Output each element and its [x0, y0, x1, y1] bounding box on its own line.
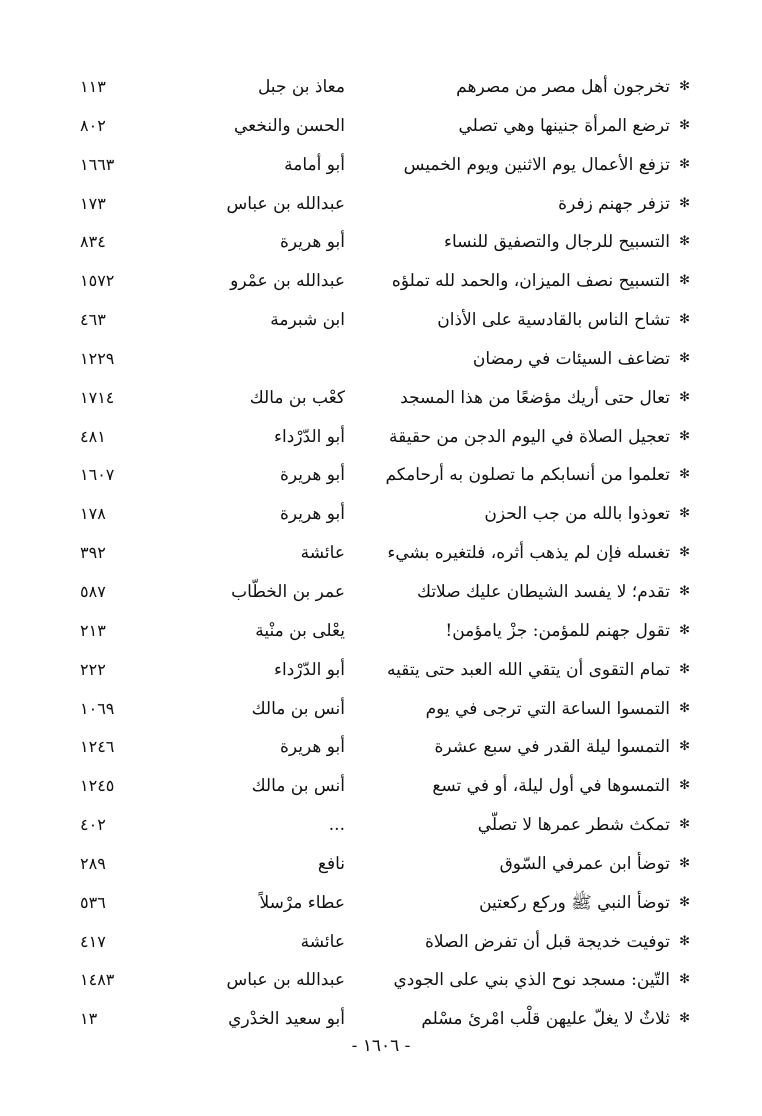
index-row [80, 107, 690, 146]
hadith-text: تغسله فإن لم يذهب أثره، فلتغيره بشيء [387, 543, 670, 564]
index-row [80, 185, 690, 224]
narrator-name: عبدالله بن عباس [226, 970, 345, 991]
index-row [80, 379, 690, 418]
star-icon: ✻ [679, 894, 690, 910]
hadith-number: ٥٨٧ [80, 581, 106, 601]
hadith-text: تشاح الناس بالقادسية على الأذان [437, 310, 670, 331]
index-row [80, 573, 690, 612]
index-row [80, 146, 690, 185]
star-icon: ✻ [679, 79, 690, 94]
narrator-name: كعْب بن مالك [249, 387, 345, 408]
narrator-name: عبدالله بن عباس [226, 193, 345, 214]
hadith-text: تمام التقوى أن يتقي الله العبد حتى يتقيه [387, 659, 670, 680]
hadith-number: ١١٣ [80, 77, 106, 96]
hadith-text: تعوذوا بالله من جب الحزن [484, 504, 670, 525]
hadith-text: التسبيح نصف الميزان، والحمد لله تملؤه [391, 271, 670, 292]
narrator-name: عطاء مرْسلاً [259, 892, 345, 913]
star-icon: ✻ [679, 1011, 690, 1027]
index-row [80, 612, 690, 651]
star-icon: ✻ [679, 855, 690, 871]
star-icon: ✻ [679, 972, 690, 988]
narrator-name: عبدالله بن عمْرو [230, 271, 345, 292]
star-icon: ✻ [679, 506, 690, 522]
star-icon: ✻ [679, 156, 690, 172]
hadith-number: ١٧١٤ [80, 387, 115, 407]
narrator-name: نافع [317, 853, 345, 874]
narrator-name: أبو هريرة [279, 232, 345, 253]
narrator-name: أنس بن مالك [251, 698, 345, 719]
hadith-number: ٤٨١ [80, 426, 106, 446]
index-row [80, 456, 690, 495]
hadith-number: ١٢٤٥ [80, 776, 115, 796]
hadith-text: التّين: مسجد نوح الذي بني على الجودي [393, 970, 670, 991]
narrator-name: الحسن والنخعي [234, 115, 345, 136]
hadith-text: تعجيل الصلاة في اليوم الدجن من حقيقة [389, 426, 670, 447]
narrator-name: يعْلى بن منْية [255, 620, 345, 641]
index-row [80, 884, 690, 923]
index-row [80, 651, 690, 690]
hadith-text: توضأ ابن عمرفي السّوق [499, 853, 670, 874]
index-row [80, 806, 690, 845]
star-icon: ✻ [679, 622, 690, 638]
star-icon: ✻ [679, 195, 690, 211]
narrator-name: عمر بن الخطّاب [231, 581, 345, 602]
hadith-text: تقول جهنم للمؤمن: جزْ يامؤمن! [445, 620, 670, 641]
page-number: - ١٦٠٦ - [351, 1036, 411, 1056]
hadith-number: ٢٢٢ [80, 659, 106, 679]
narrator-name: أبو هريرة [279, 504, 345, 525]
hadith-text: تقدم؛ لا يفسد الشيطان عليك صلاتك [417, 581, 670, 602]
hadith-number: ١٣ [80, 1009, 98, 1029]
hadith-number: ١٤٨٣ [80, 970, 115, 990]
narrator-name: أنس بن مالك [251, 776, 345, 797]
hadith-number: ٨٣٤ [80, 232, 106, 252]
index-row [80, 767, 690, 806]
narrator-name: أبو هريرة [279, 737, 345, 758]
hadith-number: ١٠٦٩ [80, 698, 115, 718]
index-row [80, 262, 690, 301]
index-row [80, 961, 690, 1000]
hadith-number: ٥٣٦ [80, 892, 106, 912]
narrator-name: أبو سعيد الخدْري [228, 1009, 345, 1030]
hadith-text: توضأ النبي ﷺ وركع ركعتين [479, 892, 670, 913]
star-icon: ✻ [679, 700, 690, 716]
star-icon: ✻ [679, 273, 690, 289]
star-icon: ✻ [679, 389, 690, 405]
star-icon: ✻ [679, 817, 690, 833]
narrator-name: ... [328, 815, 345, 836]
hadith-number: ٤٦٣ [80, 310, 106, 330]
narrator-name: أبو الدّرْداء [274, 426, 345, 447]
hadith-number: ٣٩٢ [80, 543, 106, 563]
hadith-text: التمسوا الساعة التي ترجى في يوم [425, 698, 670, 719]
star-icon: ✻ [679, 312, 690, 328]
star-icon: ✻ [679, 234, 690, 250]
hadith-number: ١٢٢٩ [80, 348, 115, 368]
hadith-text: تزفر جهنم زفرة [558, 193, 670, 214]
narrator-name: أبو الدّرْداء [274, 659, 345, 680]
index-row [80, 223, 690, 262]
hadith-number: ٢١٣ [80, 620, 106, 640]
index-row [80, 690, 690, 729]
hadith-text: ثلاثٌ لا يغلّ عليهن قلْب امْرئ مسْلم [421, 1009, 670, 1030]
hadith-number: ١٦٠٧ [80, 465, 115, 485]
hadith-number: ١٧٨ [80, 504, 106, 524]
hadith-text: التمسوا ليلة القدر في سبع عشرة [434, 737, 670, 758]
narrator-name: معاذ بن جبل [257, 77, 345, 97]
narrator-name: عائشة [300, 543, 345, 564]
star-icon: ✻ [679, 350, 690, 366]
index-row [80, 923, 690, 962]
index-row [80, 1000, 690, 1039]
hadith-text: تعال حتى أريك مؤضعًا من هذا المسجد [400, 387, 670, 408]
star-icon: ✻ [679, 117, 690, 133]
hadith-number: ٨٠٢ [80, 115, 106, 135]
hadith-text: تزفع الأعمال يوم الاثنين ويوم الخميس [403, 154, 670, 175]
star-icon: ✻ [679, 545, 690, 561]
hadith-number: ١٧٣ [80, 193, 106, 213]
hadith-text: تضاعف السيئات في رمضان [472, 348, 670, 369]
narrator-name: ابن شبرمة [270, 310, 345, 331]
index-row [80, 418, 690, 457]
star-icon: ✻ [679, 467, 690, 483]
narrator-name: أبو هريرة [279, 465, 345, 486]
index-row [80, 728, 690, 767]
hadith-number: ١٢٤٦ [80, 737, 115, 757]
star-icon: ✻ [679, 428, 690, 444]
hadith-number: ٤١٧ [80, 931, 106, 951]
index-row [80, 340, 690, 379]
index-row [80, 534, 690, 573]
hadith-text: ترضع المرأة جنينها وهي تصلي [458, 115, 670, 136]
hadith-number: ٤٠٢ [80, 815, 106, 835]
narrator-name: أبو أمامة [284, 154, 345, 175]
hadith-text: تعلموا من أنسابكم ما تصلون به أرحامكم [385, 465, 670, 486]
index-row [80, 845, 690, 884]
hadith-text: التسبيح للرجال والتصفيق للنساء [443, 232, 670, 253]
star-icon: ✻ [679, 778, 690, 794]
index-list [80, 68, 690, 1039]
star-icon: ✻ [679, 933, 690, 949]
hadith-number: ١٦٦٣ [80, 154, 115, 174]
hadith-number: ١٥٧٢ [80, 271, 115, 291]
hadith-text: توفيت خديجة قبل أن تفرض الصلاة [424, 931, 670, 952]
star-icon: ✻ [679, 583, 690, 599]
hadith-text: التمسوها في أول ليلة، أو في تسع [432, 776, 670, 797]
index-row [80, 495, 690, 534]
star-icon: ✻ [679, 739, 690, 755]
index-row [80, 68, 690, 107]
hadith-text: تمكث شطر عمرها لا تصلّي [477, 815, 670, 836]
star-icon: ✻ [679, 661, 690, 677]
index-row [80, 301, 690, 340]
hadith-number: ٢٨٩ [80, 853, 106, 873]
narrator-name: عائشة [300, 931, 345, 952]
hadith-text: تخرجون أهل مصر من مصرهم [456, 77, 670, 97]
